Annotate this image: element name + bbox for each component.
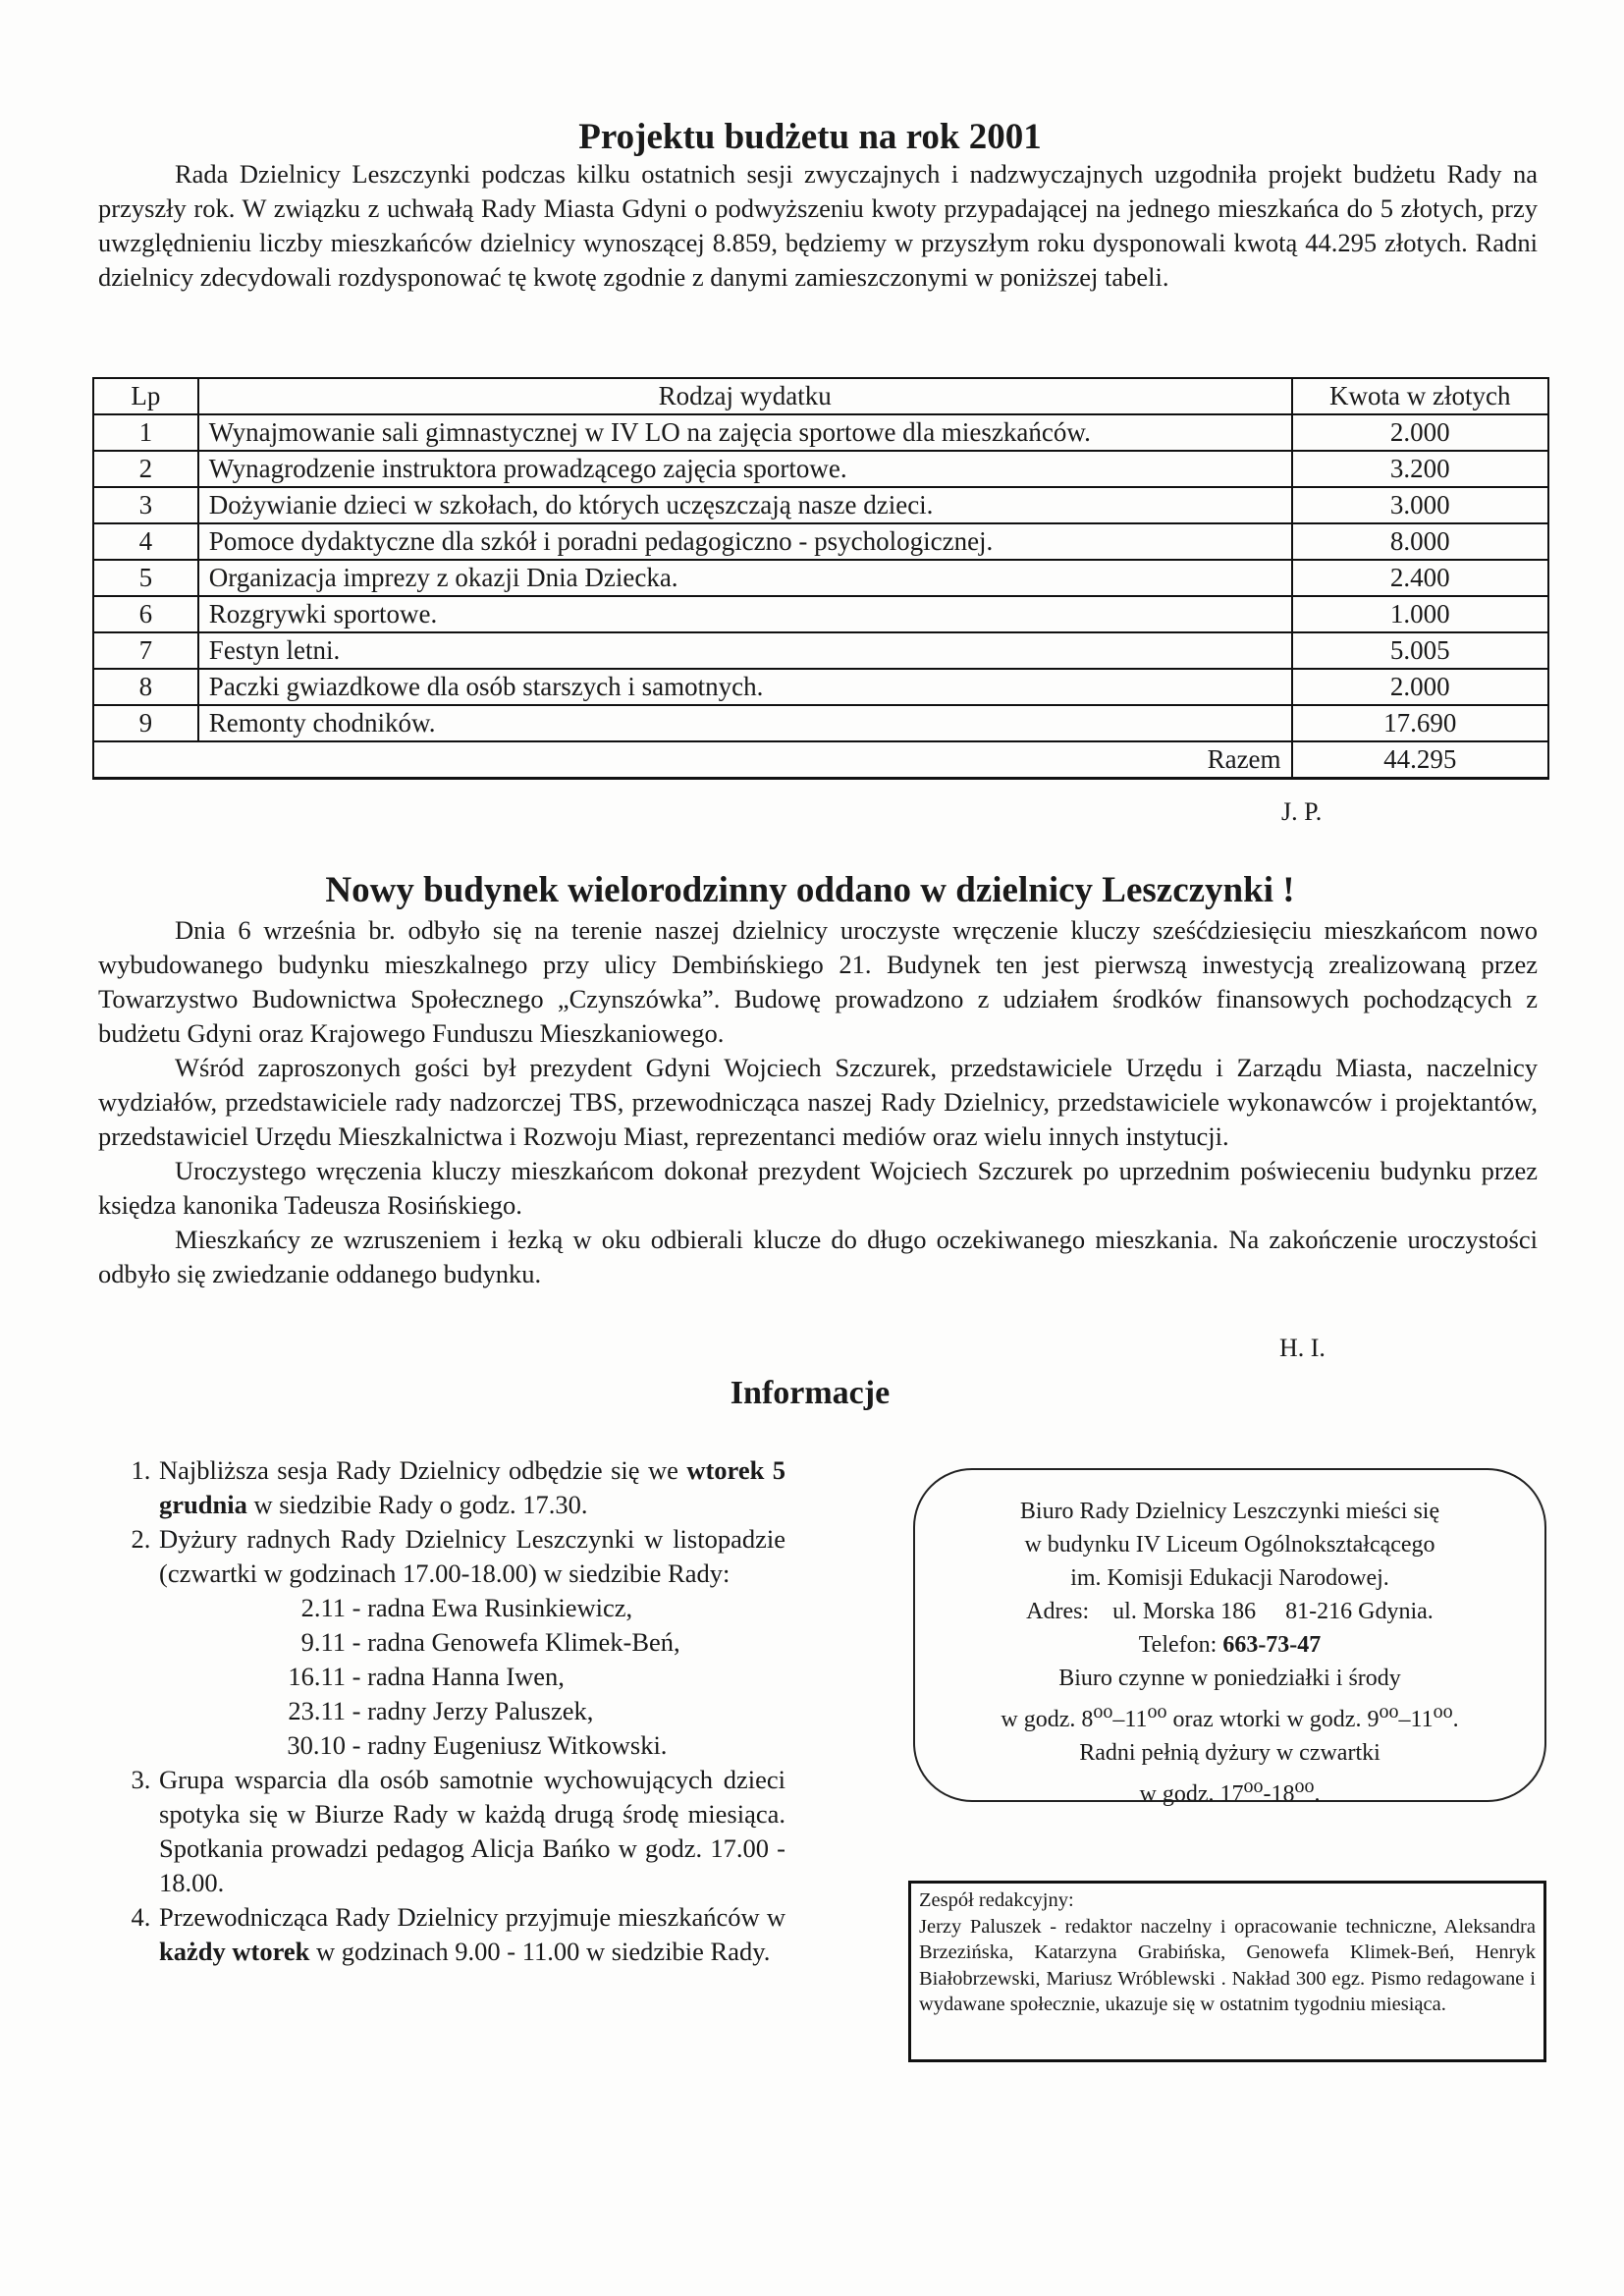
row-lp: 9 [93,705,198,741]
row-desc: Paczki gwiazdkowe dla osób starszych i samotnych. [198,669,1292,705]
row-amount: 17.690 [1292,705,1548,741]
info-list [98,1453,785,1969]
row-lp: 8 [93,669,198,705]
news-signature: H. I. [1279,1334,1326,1362]
duty-person: - radna Ewa Rusinkiewicz, [352,1593,633,1622]
row-amount: 2.400 [1292,560,1548,596]
info-item-support-group [157,1763,785,1900]
row-desc: Rozgrywki sportowe. [198,596,1292,632]
duty-hours-text: -18 [1263,1781,1295,1807]
info-item-bold: każdy wtorek [159,1937,310,1966]
row-amount: 3.000 [1292,487,1548,523]
row-lp: 3 [93,487,198,523]
header-amount: Kwota w złotych [1292,378,1548,414]
info-item-text: Najbliższa sesja Rady Dzielnicy odbędzie się we [159,1455,687,1485]
office-hours [915,1695,1544,1736]
row-amount: 5.005 [1292,632,1548,669]
budget-title: Projektu budżetu na rok 2001 [578,117,1042,157]
hours-text: oraz wtorki w godz. 9 [1166,1707,1380,1732]
table-row [93,705,1548,741]
phone-label: Telefon: [1138,1632,1218,1658]
news-paragraph: Mieszkańcy ze wzruszeniem i łezką w oku odbierali klucze do długo oczekiwanego mieszkania. Na zakończenie uroczystości odbyło się zwiedzanie oddanego budynku. [98,1225,1538,1288]
office-line: w budynku IV Liceum Ogólnokształcącego [1024,1532,1435,1558]
hours-sup: oo [1379,1701,1399,1722]
budget-signature: J. P. [1281,797,1323,826]
row-lp: 4 [93,523,198,560]
total-amount: 44.295 [1292,741,1548,779]
duty-list [257,1591,785,1763]
info-item-text: w godzinach 9.00 - 11.00 w siedzibie Rady. [309,1937,771,1966]
hours-text: . [1452,1707,1459,1732]
duty-hours-text: . [1314,1781,1321,1807]
header-lp: Lp [93,378,198,414]
phone-number: 663-73-47 [1222,1632,1322,1658]
budget-table-header [93,378,1548,414]
office-address [915,1595,1544,1628]
table-row [93,487,1548,523]
address-street: ul. Morska 186 [1112,1599,1257,1624]
list-item [257,1660,785,1694]
list-item [257,1728,785,1763]
row-lp: 2 [93,451,198,487]
row-desc: Festyn letni. [198,632,1292,669]
news-body [98,913,1538,1291]
duty-person: - radny Eugeniusz Witkowski. [352,1730,668,1760]
table-row [93,523,1548,560]
table-row [93,632,1548,669]
office-line: Biuro czynne w poniedziałki i środy [1058,1666,1401,1691]
table-row [93,560,1548,596]
table-row [93,451,1548,487]
news-title: Nowy budynek wielorodzinny oddano w dzielnicy Leszczynki ! [325,870,1295,910]
office-line: Biuro Rady Dzielnicy Leszczynki mieści się [1019,1499,1440,1524]
budget-intro: Rada Dzielnicy Leszczynki podczas kilku ostatnich sesji zwyczajnych i nadzwyczajnych uzgodniła projekt budżetu Rady na przyszły rok. W związku z uchwałą Rady Miasta Gdyni o podwyższeniu kwoty przypadającej na jednego mieszkańca do 5 złotych, przy uwzględnieniu liczby mieszkańców dzielnicy wynoszącej 8.859, będziemy w przyszłym roku dysponowali kwotą 44.295 złotych. Radni dzielnicy zdecydowali rozdysponować tę kwotę zgodnie z danymi zamieszczonymi w poniższej tabeli. [98,159,1538,292]
table-row [93,669,1548,705]
table-total-row [93,741,1548,779]
row-desc: Wynajmowanie sali gimnastycznej w IV LO na zajęcia sportowe dla mieszkańców. [198,414,1292,451]
duty-person: - radna Genowefa Klimek-Beń, [352,1627,680,1657]
office-duty-hours [915,1770,1544,1811]
row-amount: 3.200 [1292,451,1548,487]
info-item-bold: wtorek 5 grudnia [159,1455,786,1519]
table-row [93,596,1548,632]
row-desc: Wynagrodzenie instruktora prowadzącego zajęcia sportowe. [198,451,1292,487]
duty-person: - radny Jerzy Paluszek, [352,1696,594,1725]
list-item [257,1694,785,1728]
row-desc: Dożywianie dzieci w szkołach, do których uczęszczają nasze dzieci. [198,487,1292,523]
duty-hours-sup: oo [1243,1776,1264,1797]
row-lp: 7 [93,632,198,669]
duty-date: 2.11 [300,1593,346,1622]
info-title: Informacje [730,1375,891,1411]
row-desc: Organizacja imprezy z okazji Dnia Dziecka. [198,560,1292,596]
info-item-duties [157,1522,785,1763]
hours-text: w godz. 8 [1001,1707,1094,1732]
duty-date: 16.11 [288,1662,346,1691]
hours-text: –11 [1112,1707,1148,1732]
editorial-title: Zespół redakcyjny: [919,1889,1074,1911]
list-item [257,1591,785,1625]
row-amount: 1.000 [1292,596,1548,632]
news-paragraph: Dnia 6 września br. odbyło się na terenie naszej dzielnicy uroczyste wręczenie kluczy sześćdziesięciu mieszkańcom nowo wybudowanego budynku mieszkalnego przy ulicy Dembińskiego 21. Budynek ten jest pierwszą inwestycją zrealizowaną przez Towarzystwo Budownictwa Społecznego „Czynszówka”. Budowę prowadzono z udziałem środków finansowych pochodzących z budżetu Gdyni oraz Krajowego Funduszu Mieszkaniowego. [98,915,1538,1048]
duty-date: 23.11 [288,1696,346,1725]
info-item-session [157,1453,785,1522]
hours-sup: oo [1147,1701,1167,1722]
hours-sup: oo [1433,1701,1453,1722]
row-lp: 6 [93,596,198,632]
info-item-text: w siedzibie Rady o godz. 17.30. [246,1490,588,1519]
office-line: Radni pełnią dyżury w czwartki [1079,1740,1380,1766]
info-item-text: Przewodnicząca Rady Dzielnicy przyjmuje mieszkańców w [159,1902,785,1932]
table-row [93,414,1548,451]
row-lp: 5 [93,560,198,596]
row-desc: Pomoce dydaktyczne dla szkół i poradni pedagogiczno - psychologicznej. [198,523,1292,560]
duty-hours-sup: oo [1294,1776,1315,1797]
address-label: Adres: [1026,1599,1090,1624]
info-item-text: Grupa wsparcia dla osób samotnie wychowujących dzieci spotyka się w Biurze Rady w każdą drugą środę miesiąca. Spotkania prowadzi pedagog Alicja Bańko w godz. 17.00 - 18.00. [159,1765,785,1897]
info-item-chair-hours [157,1900,785,1969]
news-paragraph: Wśród zaproszonych gości był prezydent Gdyni Wojciech Szczurek, przedstawiciele Urzędu i Zarządu Miasta, naczelnicy wydziałów, przedstawiciele rady nadzorczej TBS, przewodnicząca naszej Rady Dzielnicy, przedstawiciele wykonawców i projektantów, przedstawiciel Urzędu Mieszkalnictwa i Rozwoju Miast, reprezentanci mediów oraz wielu innych instytucji. [98,1053,1538,1151]
duty-person: - radna Hanna Iwen, [352,1662,565,1691]
row-amount: 2.000 [1292,669,1548,705]
editorial-box [908,1881,1546,2062]
hours-sup: oo [1093,1701,1113,1722]
row-desc: Remonty chodników. [198,705,1292,741]
budget-table [92,377,1549,780]
list-item [257,1625,785,1660]
office-phone [915,1628,1544,1662]
total-label: Razem [93,741,1292,779]
duty-date: 30.10 [287,1730,346,1760]
row-amount: 2.000 [1292,414,1548,451]
header-expense-type: Rodzaj wydatku [198,378,1292,414]
row-lp: 1 [93,414,198,451]
row-amount: 8.000 [1292,523,1548,560]
news-paragraph: Uroczystego wręczenia kluczy mieszkańcom dokonał prezydent Wojciech Szczurek po uprzednim poświeceniu budynku przez księdza kanonika Tadeusza Rosińskiego. [98,1156,1538,1220]
editorial-text: Jerzy Paluszek - redaktor naczelny i opracowanie techniczne, Aleksandra Brzezińska, Katarzyna Grabińska, Genowefa Klimek-Beń, Henryk Białobrzewski, Mariusz Wróblewski . Nakład 300 egz. Pismo redagowane i wydawane społecznie, ukazuje się w ostatnim tygodniu miesiąca. [919,1915,1536,2015]
info-item-text: Dyżury radnych Rady Dzielnicy Leszczynki w listopadzie (czwartki w godzinach 17.00-18.00) w siedzibie Rady: [159,1524,785,1588]
duty-hours-text: w godz. 17 [1139,1781,1244,1807]
office-line: im. Komisji Edukacji Narodowej. [1070,1565,1389,1591]
hours-text: –11 [1398,1707,1434,1732]
address-city: 81-216 Gdynia. [1285,1599,1434,1624]
duty-date: 9.11 [300,1627,346,1657]
office-info-box [913,1468,1546,1807]
